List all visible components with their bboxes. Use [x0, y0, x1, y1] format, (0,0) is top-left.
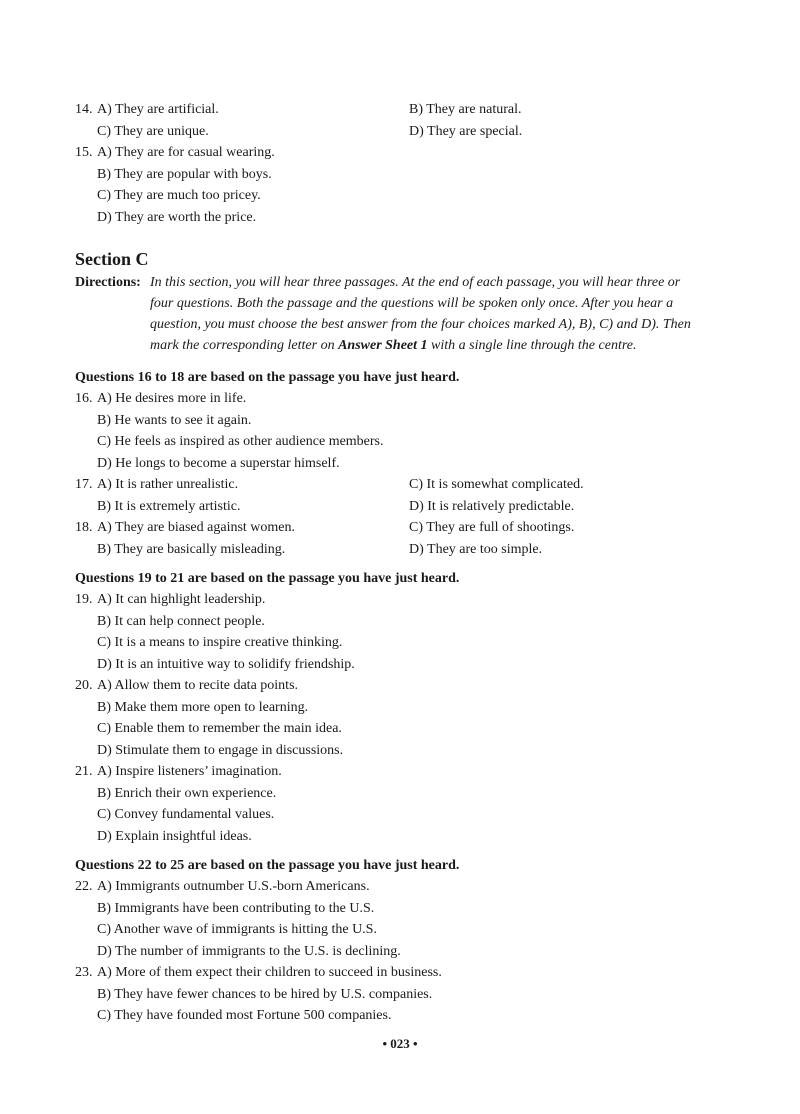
option-c: C) Another wave of immigrants is hitting the U.S.	[97, 922, 377, 937]
question-number: 21.	[75, 764, 93, 779]
option-b: B) They have fewer chances to be hired by U.S. companies.	[97, 986, 433, 1002]
question-number: 19.	[75, 592, 93, 607]
question-18-row-2	[75, 539, 735, 561]
option-a: A) They are for casual wearing.	[97, 145, 275, 160]
directions-line: question, you must choose the best answer from the four choices marked A), B), C) and D). Then	[150, 317, 691, 332]
question-19-option-d	[75, 654, 735, 676]
directions-line: four questions. Both the passage and the questions will be spoken only once. After you hear a	[150, 296, 674, 311]
question-number: 20.	[75, 678, 93, 693]
question-22-option-a	[75, 876, 735, 898]
option-a: A) Allow them to recite data points.	[97, 678, 299, 693]
question-20-option-c	[75, 718, 735, 740]
question-16-option-c	[75, 431, 735, 453]
question-15-option-d	[75, 207, 735, 229]
option-d: D) They are special.	[409, 123, 523, 139]
option-c: C) They are unique.	[97, 123, 209, 139]
question-22-option-d	[75, 941, 735, 963]
question-number: 15.	[75, 145, 93, 160]
directions-text	[75, 272, 735, 356]
question-number: 17.	[75, 477, 93, 492]
question-16-option-a	[75, 388, 735, 410]
question-number: 16.	[75, 391, 93, 406]
question-23-option-c	[75, 1005, 735, 1027]
question-19-option-c	[75, 632, 735, 654]
option-b: B) They are basically misleading.	[97, 541, 286, 557]
option-d: D) Stimulate them to engage in discussions.	[97, 742, 344, 758]
question-21-option-d	[75, 826, 735, 848]
option-b: B) It is extremely artistic.	[97, 498, 241, 514]
question-23-option-b	[75, 984, 735, 1006]
question-15-option-a	[75, 142, 735, 164]
option-c: C) They are full of shootings.	[409, 520, 575, 535]
question-number: 18.	[75, 520, 93, 535]
exam-page	[75, 99, 735, 1027]
question-15-option-c	[75, 185, 735, 207]
option-c: C) They are much too pricey.	[97, 188, 261, 203]
option-b: B) Enrich their own experience.	[97, 785, 277, 801]
group-2-heading: Questions 19 to 21 are based on the passage you have just heard.	[75, 571, 460, 586]
option-d: D) They are too simple.	[409, 541, 543, 557]
question-20-option-b	[75, 697, 735, 719]
question-22-option-b	[75, 898, 735, 920]
option-b: B) They are natural.	[409, 102, 522, 117]
option-b: B) He wants to see it again.	[97, 412, 252, 428]
option-c: C) It is a means to inspire creative thinking.	[97, 635, 343, 650]
option-d: D) He longs to become a superstar himself.	[97, 455, 340, 471]
option-b: B) They are popular with boys.	[97, 166, 272, 182]
option-a: A) They are artificial.	[97, 102, 219, 117]
option-a: A) Inspire listeners’ imagination.	[97, 764, 282, 779]
question-number: 23.	[75, 965, 93, 980]
question-19-option-b	[75, 611, 735, 633]
directions-line-text: mark the corresponding letter on	[150, 338, 339, 353]
question-14-row-2	[75, 121, 735, 143]
directions-block	[75, 272, 735, 356]
group-3-heading: Questions 22 to 25 are based on the passage you have just heard.	[75, 858, 460, 873]
option-b: B) Make them more open to learning.	[97, 699, 309, 715]
group-1-heading: Questions 16 to 18 are based on the passage you have just heard.	[75, 370, 460, 385]
page-number: • 023 •	[382, 1036, 418, 1051]
question-16-option-d	[75, 453, 735, 475]
option-a: A) It is rather unrealistic.	[97, 477, 239, 492]
option-b: B) Immigrants have been contributing to the U.S.	[97, 900, 375, 916]
option-a: A) Immigrants outnumber U.S.-born Americans.	[97, 879, 370, 894]
option-d: D) The number of immigrants to the U.S. is declining.	[97, 943, 401, 959]
question-21-option-a	[75, 761, 735, 783]
question-18-row-1	[75, 517, 735, 539]
section-c-title: Section C	[75, 249, 149, 269]
option-d: D) Explain insightful ideas.	[97, 828, 252, 844]
option-c: C) He feels as inspired as other audience members.	[97, 434, 384, 449]
question-20-option-a	[75, 675, 735, 697]
option-a: A) More of them expect their children to succeed in business.	[97, 965, 442, 980]
directions-line-text: with a single line through the centre.	[427, 338, 637, 353]
question-19-option-a	[75, 589, 735, 611]
option-d: D) It is relatively predictable.	[409, 498, 575, 514]
question-14-row-1	[75, 99, 735, 121]
option-d: D) They are worth the price.	[97, 209, 257, 225]
question-21-option-c	[75, 804, 735, 826]
question-17-row-1	[75, 474, 735, 496]
directions-line	[150, 335, 735, 356]
question-22-option-c	[75, 919, 735, 941]
option-b: B) It can help connect people.	[97, 613, 265, 629]
question-17-row-2	[75, 496, 735, 518]
question-23-option-a	[75, 962, 735, 984]
question-number: 22.	[75, 879, 93, 894]
directions-line: In this section, you will hear three passages. At the end of each passage, you will hear three or	[150, 275, 681, 290]
option-c: C) Convey fundamental values.	[97, 807, 275, 822]
question-16-option-b	[75, 410, 735, 432]
option-a: A) It can highlight leadership.	[97, 592, 266, 607]
option-c: C) It is somewhat complicated.	[409, 477, 584, 492]
question-21-option-b	[75, 783, 735, 805]
option-c: C) They have founded most Fortune 500 companies.	[97, 1008, 392, 1023]
option-c: C) Enable them to remember the main idea.	[97, 721, 342, 736]
option-a: A) He desires more in life.	[97, 391, 247, 406]
option-d: D) It is an intuitive way to solidify friendship.	[97, 656, 355, 672]
question-15-option-b	[75, 164, 735, 186]
option-a: A) They are biased against women.	[97, 520, 296, 535]
answer-sheet-ref: Answer Sheet 1	[338, 338, 428, 353]
question-20-option-d	[75, 740, 735, 762]
directions-label: Directions:	[75, 275, 141, 290]
question-number: 14.	[75, 102, 93, 117]
